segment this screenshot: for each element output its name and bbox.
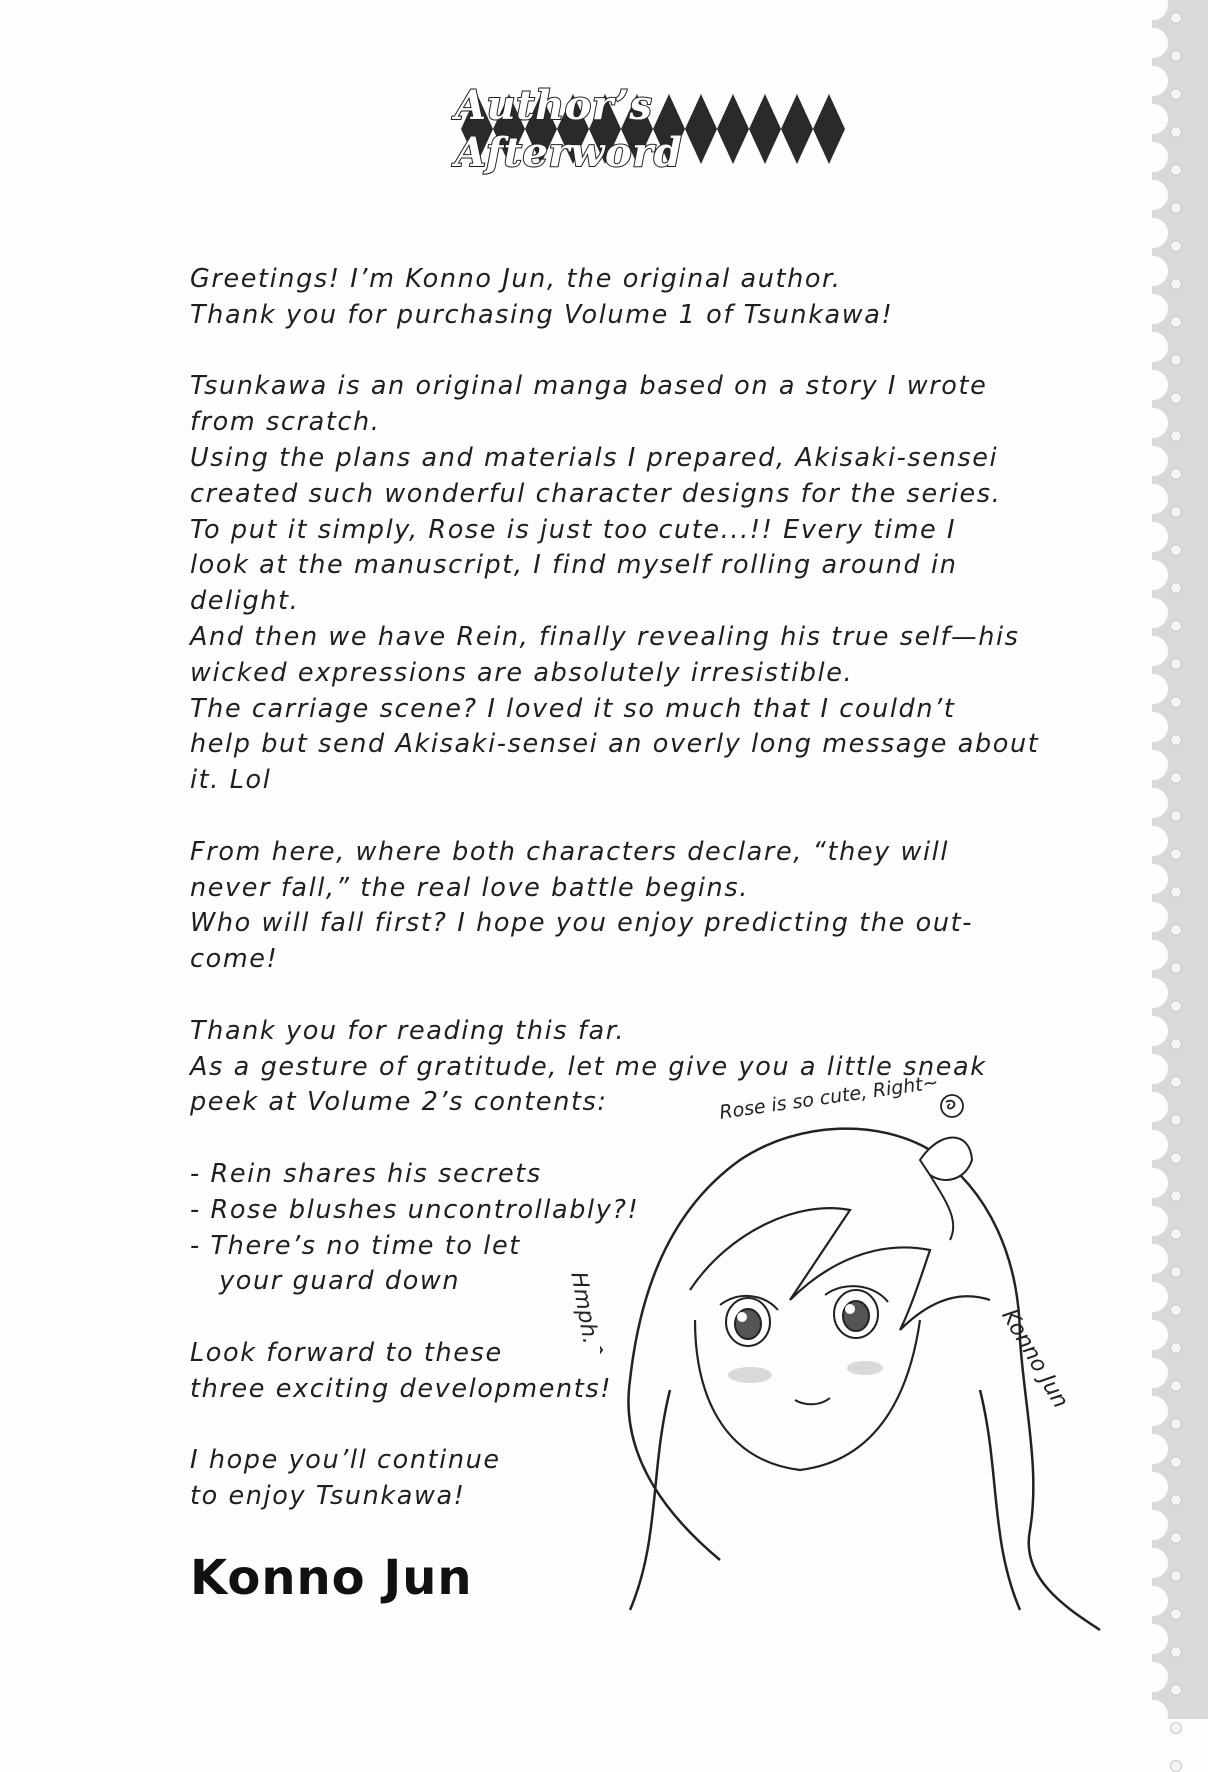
body-line: wicked expressions are absolutely irresistible. [190,657,854,688]
border-scallop [1138,1168,1168,1198]
border-scallop [1138,1016,1168,1046]
border-scallop [1138,218,1168,248]
border-dot [1170,772,1182,784]
border-scallop [1138,294,1168,324]
border-dot [1170,1608,1182,1620]
border-scallop [1138,484,1168,514]
border-dot [1170,1722,1182,1734]
border-scallop [1138,1396,1168,1426]
border-dot [1170,1646,1182,1658]
border-scallop [1138,1586,1168,1616]
border-dot [1170,88,1182,100]
body-line: Who will fall first? I hope you enjoy predicting the out- [190,908,974,939]
border-scallop [1138,522,1168,552]
border-scallop [1138,1054,1168,1084]
border-dot [1170,12,1182,24]
body-line: never fall,” the real love battle begins. [190,872,749,903]
border-dot [1170,582,1182,594]
body-line: created such wonderful character designs for the series. [190,478,1002,509]
body-line: look at the manuscript, I find myself rolling around in [190,550,958,581]
border-dot [1170,1114,1182,1126]
border-dot [1170,240,1182,252]
page-title: Author’s Afterword [455,82,683,176]
body-line: - Rose blushes uncontrollably?! [190,1194,640,1225]
hmph-doodle: Hmph. [565,1270,603,1347]
bow-icon [920,1138,972,1241]
body-line: As a gesture of gratitude, let me give you a little sneak [190,1051,987,1082]
body-line: come! [190,944,279,975]
border-dot [1170,1190,1182,1202]
body-line: it. Lol [190,765,272,796]
body-line: Thank you for reading this far. [190,1015,626,1046]
border-scallop [1138,560,1168,590]
border-dot [1170,354,1182,366]
border-dot [1170,1266,1182,1278]
face-outline [695,1320,920,1470]
border-scallop [1138,1244,1168,1274]
border-scallop [1138,1434,1168,1464]
border-scallop [1138,446,1168,476]
body-line: to enjoy Tsunkawa! [190,1481,466,1512]
scalloped-border [1152,0,1208,1719]
border-scallop [1138,864,1168,894]
body-line: Look forward to these [190,1337,503,1368]
border-dot [1170,430,1182,442]
border-dot [1170,962,1182,974]
border-scallop [1138,180,1168,210]
body-line: Thank you for purchasing Volume 1 of Tsunkawa! [190,299,894,330]
border-scallop [1138,826,1168,856]
border-scallop [1138,788,1168,818]
border-scallop [1138,1472,1168,1502]
border-dot [1170,848,1182,860]
border-dot [1170,1304,1182,1316]
border-dot [1170,1228,1182,1240]
border-dot [1170,1494,1182,1506]
body-line: To put it simply, Rose is just too cute...!! Every time I [190,514,957,545]
body-line: Using the plans and materials I prepared, Akisaki-sensei [190,442,999,473]
border-scallop [1138,1358,1168,1388]
border-scallop [1138,370,1168,400]
border-dot [1170,1380,1182,1392]
border-scallop [1138,1282,1168,1312]
border-scallop [1138,1624,1168,1654]
body-line: from scratch. [190,407,381,438]
border-scallop [1138,636,1168,666]
border-dot [1170,1760,1182,1772]
body-line: Greetings! I’m Konno Jun, the original author. [190,264,842,294]
body-line: Tsunkawa is an original manga based on a story I wrote [190,371,988,402]
border-scallop [1138,712,1168,742]
border-scallop [1138,104,1168,134]
body-line: The carriage scene? I loved it so much that I couldn’t [190,693,956,724]
border-scallop [1138,750,1168,780]
rose-icon [941,1095,963,1117]
border-dot [1170,1342,1182,1354]
body-line: peek at Volume 2’s contents: [190,1087,608,1118]
body-line: I hope you’ll continue [190,1445,501,1476]
border-scallop [1138,1092,1168,1122]
border-scallop [1138,1510,1168,1540]
anger-mark-icon [600,1342,602,1358]
border-scallop [1138,408,1168,438]
border-scallop [1138,1700,1168,1730]
border-dot [1170,924,1182,936]
border-scallop [1138,256,1168,286]
border-dot [1170,734,1182,746]
border-scallop [1138,978,1168,1008]
body-line: And then we have Rein, finally revealing his true self—his [190,621,1020,652]
body-line: help but send Akisaki-sensei an overly long message about [190,729,1040,760]
body-line: - Rein shares his secrets [190,1158,542,1189]
body-line: your guard down [190,1266,461,1297]
border-dot [1170,696,1182,708]
border-scallop [1138,1738,1168,1768]
border-dot [1170,126,1182,138]
border-scallop [1138,902,1168,932]
border-dot [1170,506,1182,518]
body-line: three exciting developments! [190,1373,613,1404]
rose-caption-doodle: Rose is so cute, Right~ [718,1071,940,1124]
hair-outline [628,1129,1100,1630]
border-dot [1170,202,1182,214]
border-dot [1170,620,1182,632]
border-scallop [1138,1662,1168,1692]
border-dot [1170,1684,1182,1696]
border-dot [1170,1152,1182,1164]
border-scallop [1138,142,1168,172]
border-scallop [1138,28,1168,58]
side-signature-doodle: Konno Jun [996,1305,1073,1413]
border-scallop [1138,0,1168,20]
blush-marks [728,1361,883,1383]
border-dot [1170,544,1182,556]
border-dot [1170,1076,1182,1088]
border-dot [1170,1418,1182,1430]
border-scallop [1138,1320,1168,1350]
border-scallop [1138,1206,1168,1236]
border-dot [1170,810,1182,822]
border-dot [1170,392,1182,404]
border-dot [1170,1038,1182,1050]
border-scallop [1138,674,1168,704]
border-dot [1170,1456,1182,1468]
body-line [190,334,1070,370]
border-dot [1170,1000,1182,1012]
border-dot [1170,658,1182,670]
author-signature: Konno Jun [190,1550,473,1606]
right-eye [825,1286,888,1338]
body-line [190,978,1070,1014]
title-banner [455,82,855,176]
border-dot [1170,886,1182,898]
mouth [795,1398,830,1404]
body-line: - There’s no time to let [190,1230,521,1261]
body-line: delight. [190,586,300,617]
border-dot [1170,164,1182,176]
border-dot [1170,468,1182,480]
border-dot [1170,1570,1182,1582]
border-dot [1170,278,1182,290]
left-eye [720,1296,778,1346]
body-line: From here, where both characters declare, “they will [190,836,950,867]
border-scallop [1138,1130,1168,1160]
border-dot [1170,50,1182,62]
border-scallop [1138,598,1168,628]
border-scallop [1138,1548,1168,1578]
border-dot [1170,1532,1182,1544]
border-dot [1170,316,1182,328]
border-scallop [1138,66,1168,96]
border-scallop [1138,940,1168,970]
border-scallop [1138,332,1168,362]
body-line [190,799,1070,835]
hair-right-fall [980,1390,1020,1610]
